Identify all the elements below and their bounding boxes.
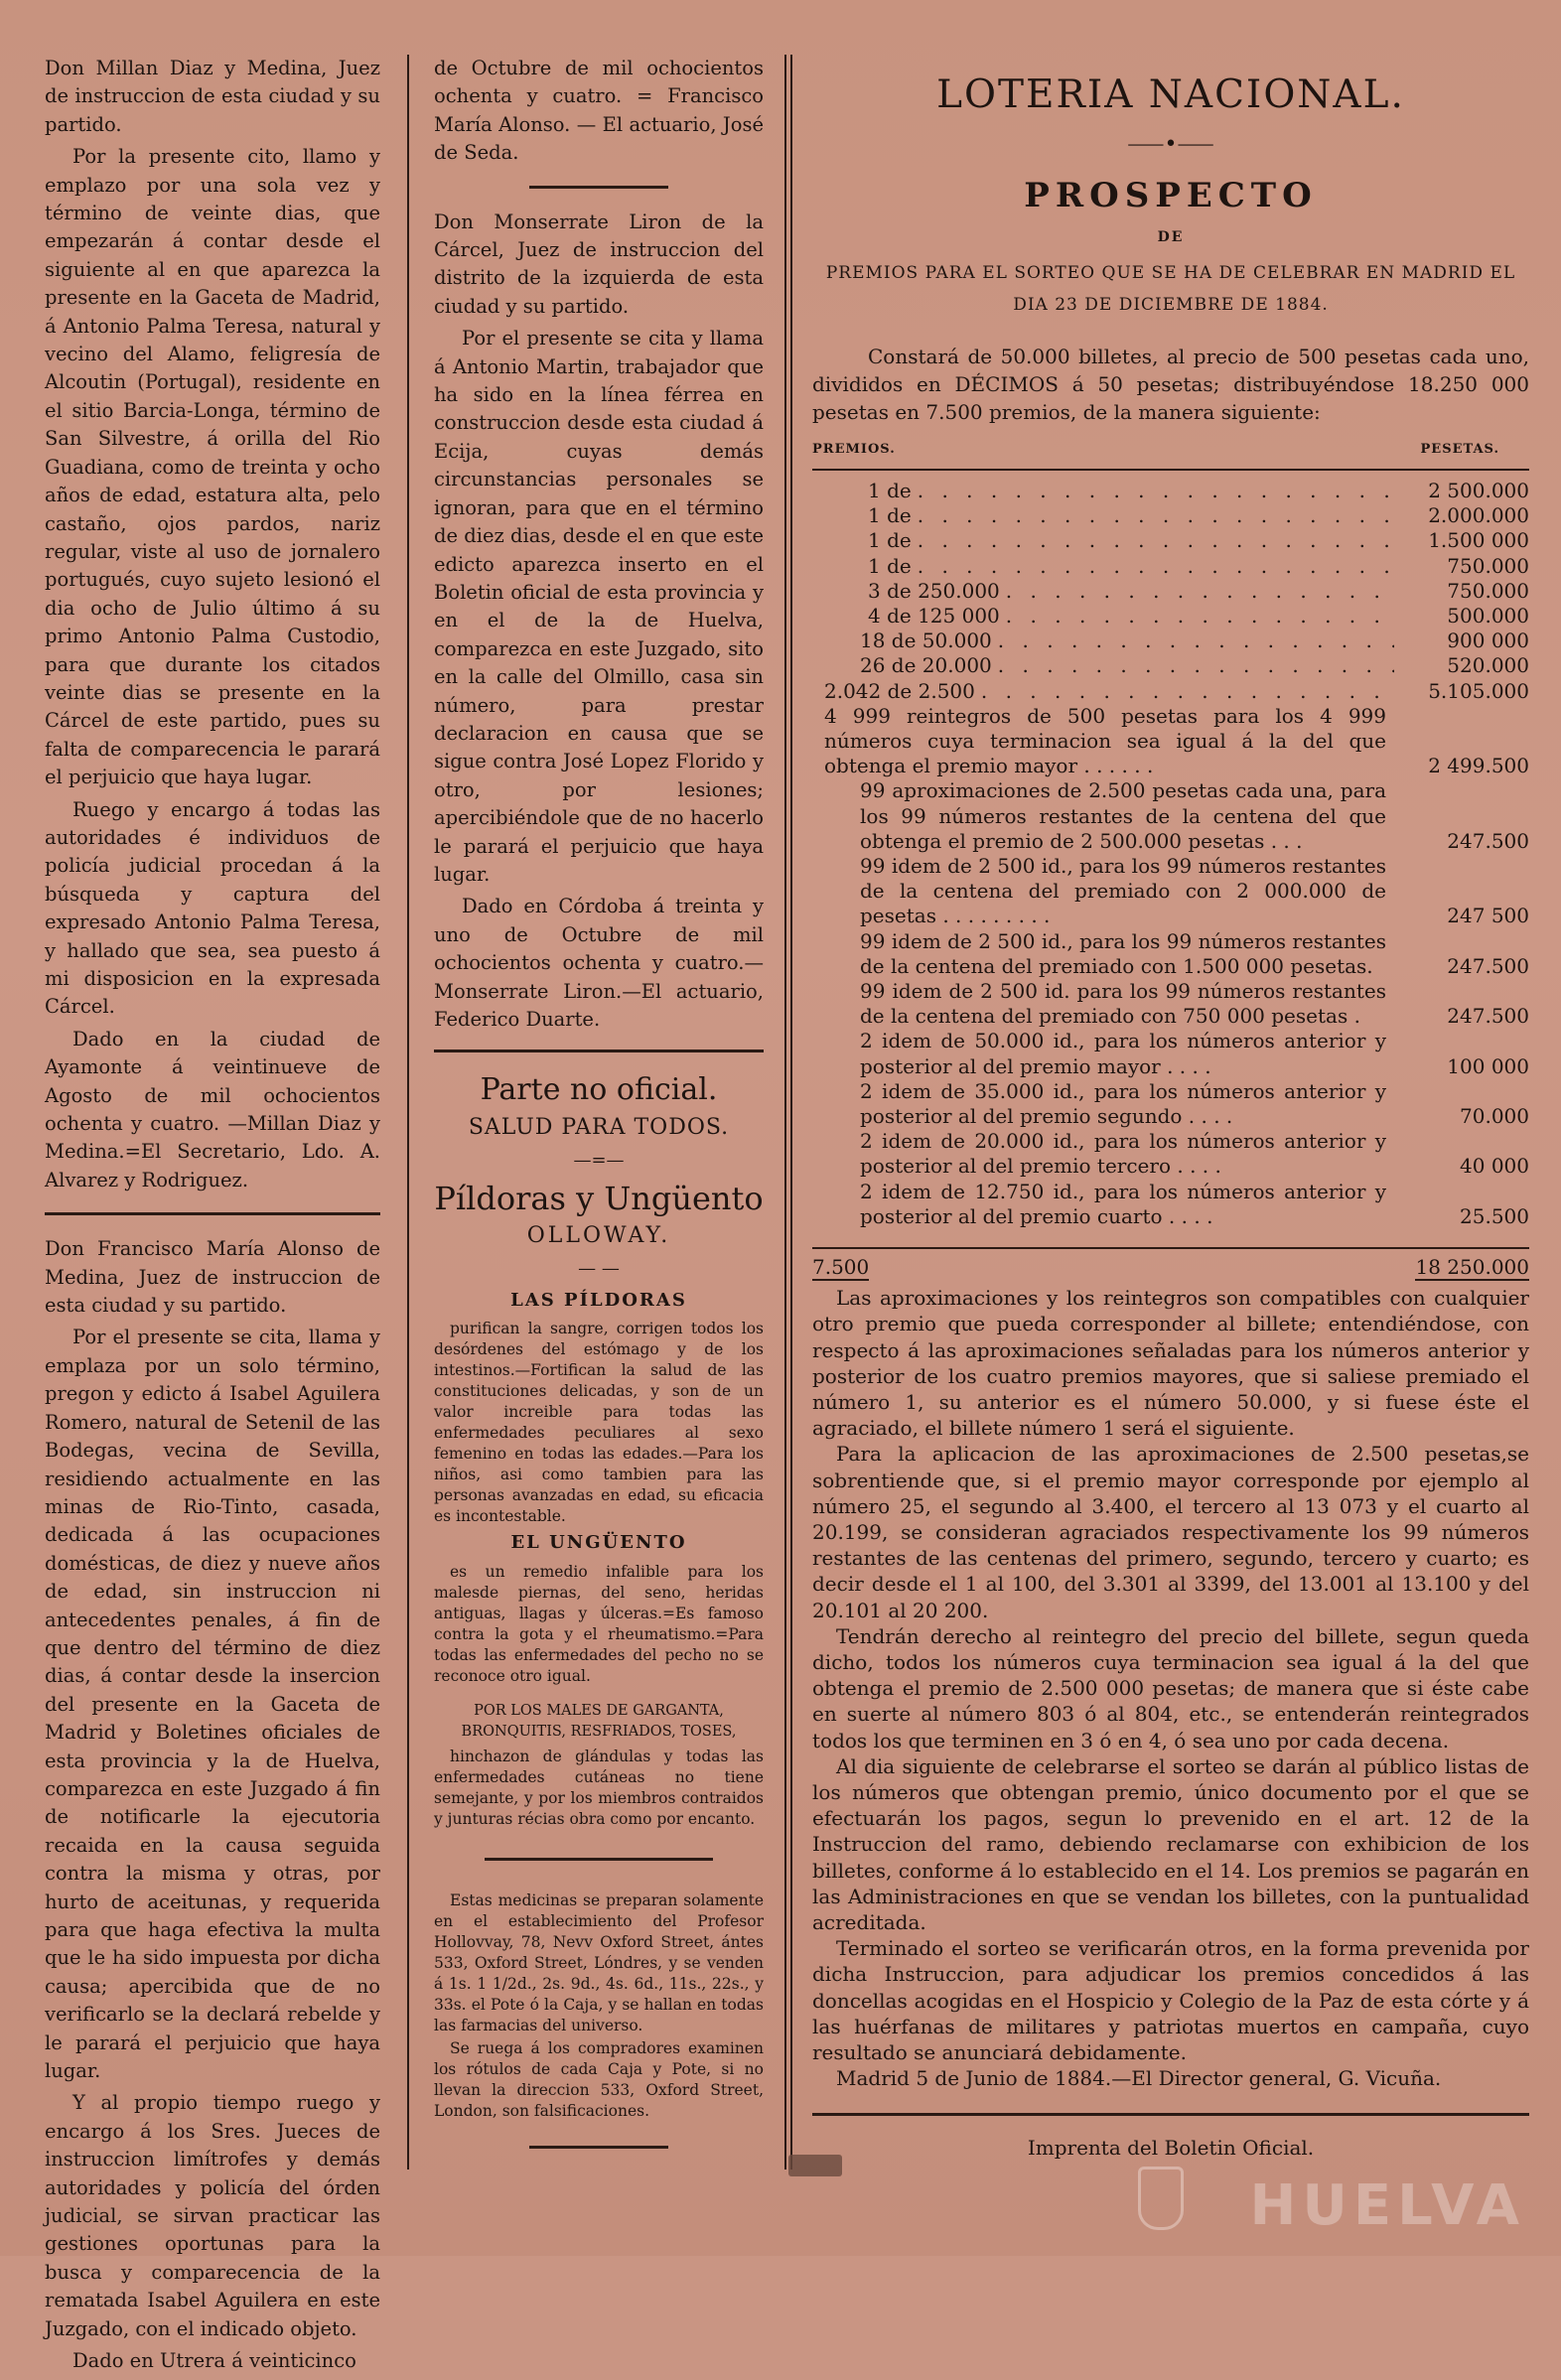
- edict-1-signature: Dado en la ciudad de Ayamonte á veintinueve de Agosto de mil ochocientos ochenta y cuatro. —Millan Diaz y Medina.=El Secretario, Ldo. A. Alvarez y Rodriguez.: [45, 1027, 380, 1191]
- prize-amount: 1.500 000: [1428, 528, 1529, 553]
- prize-table: [812, 479, 1529, 1229]
- separator-rule: [529, 2146, 668, 2149]
- prize-label: 99 idem de 2 500 id., para los 99 números restantes de la centena del premiado con 2 000.000 de pesetas . . . . . . . . .: [860, 854, 1386, 928]
- prize-row: [812, 778, 1529, 854]
- edict-3-signature: Dado en Córdoba á treinta y uno de Octubre de mil ochocientos ochenta y cuatro.—Monserrate Liron.—El actuario, Federico Duarte.: [434, 895, 764, 1031]
- prizes-column-header: PREMIOS.: [812, 442, 896, 457]
- prize-amount: 520.000: [1447, 653, 1529, 678]
- edict-1-heading: Don Millan Diaz y Medina, Juez de instruccion de esta ciudad y su partido.: [45, 57, 380, 136]
- prospectus-paragraph: Terminado el sorteo se verificarán otros, en la forma prevenida por dicha Instruccion, para adjudicar los premios concedidos á las doncellas acogidas en el Hospicio y Colegio de la Paz de esta córte y á las huérfanas de militares y patriotas muertos en campaña, cuyo resultado se anunciará debidamente.: [812, 1936, 1529, 2064]
- ad-title: Píldoras y Ungüento: [434, 1180, 764, 1218]
- prospectus-paragraph: Tendrán derecho al reintegro del precio del billete, segun queda dicho, todos los números cuya terminacion sea igual á la del que obtenga el premio de 2.500 000 pesetas; de manera que si éste cabe en suerte al número 803 ó al 804, etc., se entenderán reintegrados todos los que terminen en 3 ó en 4, ó sea uno por cada decena.: [812, 1623, 1529, 1752]
- prize-row: [812, 528, 1529, 553]
- separator-rule: [45, 1212, 380, 1215]
- leader-dots: [1006, 579, 1394, 604]
- stamp-mark: [788, 2155, 842, 2176]
- prize-label: 3 de 250.000: [868, 578, 1000, 603]
- prize-row: [812, 653, 1529, 678]
- prize-label: 1 de: [868, 503, 912, 528]
- leader-dots: [918, 503, 1394, 528]
- leader-dots: [981, 679, 1394, 704]
- prospectus-de: DE: [1157, 229, 1185, 245]
- prize-label: 1 de: [868, 479, 912, 502]
- prize-row: [812, 554, 1529, 579]
- prize-label: 2 idem de 20.000 id., para los números anterior y posterior al del premio tercero . . . .: [860, 1129, 1386, 1179]
- prospectus-body: [812, 1285, 1529, 2091]
- prize-row: [812, 854, 1529, 929]
- prize-amount: 247.500: [1447, 953, 1529, 978]
- ad-pills-body: [434, 1319, 764, 1527]
- leader-dots: [998, 653, 1394, 678]
- edict-1-body: Por la presente cito, llamo y emplazo por una sola vez y término de veinte dias, que empezarán á contar desde el siguiente al en que aparezca la presente en la Gaceta de Madrid, á Antonio Palma Teresa, natural y vecino del Alamo, feligresía de Alcoutin (Portugal), residente en el sitio Barcia-Longa, término de San Silvestre, á orilla del Rio Guadiana, como de treinta y ocho años de edad, estatura alta, pelo castaño, ojos pardos, nariz regular, viste al uso de jornalero portugués, cuyo sujeto lesionó el dia ocho de Julio último á su primo Antonio Palma Custodio, para que durante los citados veinte dias se presente en la Cárcel de este partido, pues su falta de comparecencia le parará el perjuicio que haya lugar.: [45, 145, 380, 789]
- prize-row: [812, 1029, 1529, 1078]
- separator-rule: [485, 1858, 713, 1861]
- prize-row: [812, 1079, 1529, 1129]
- prize-amount: 2.000.000: [1428, 503, 1529, 528]
- ad-ailments-body: [434, 1747, 764, 1830]
- pesetas-column-header: PESETAS.: [1420, 442, 1499, 457]
- prize-amount: 247.500: [1447, 1004, 1529, 1029]
- prize-label: 99 aproximaciones de 2.500 pesetas cada una, para los 99 números restantes de la centena del que obtenga el premio de 2 500.000 pesetas . . .: [860, 778, 1386, 853]
- prospectus-subtitle: PREMIOS PARA EL SORTEO QUE SE HA DE CELEBRAR EN MADRID EL DIA 23 DE DICIEMBRE DE 1884.: [825, 263, 1516, 315]
- prize-row: [812, 503, 1529, 528]
- edict-1-request: Ruego y encargo á todas las autoridades é individuos de policía judicial procedan á la búsqueda y captura del expresado Antonio Palma Teresa, y hallado que sea, sea puesto á mi disposicion en la expresada Cárcel.: [45, 797, 380, 1019]
- column-divider: [790, 55, 792, 2170]
- separator-rule: [529, 186, 668, 189]
- column-divider: [784, 55, 786, 2170]
- total-amount: 18 250.000: [1415, 1255, 1529, 1280]
- prize-label: 26 de 20.000: [860, 653, 992, 678]
- prize-label: 2 idem de 12.750 id., para los números anterior y posterior al del premio cuarto . . . .: [860, 1179, 1386, 1228]
- leader-dots: [1006, 604, 1394, 629]
- total-count: 7.500: [812, 1255, 870, 1280]
- prize-label: 1 de: [868, 553, 912, 578]
- prospectus-intro: Constará de 50.000 billetes, al precio de 500 pesetas cada uno, divididos en DÉCIMOS á 50 pesetas; distribuyéndose 18.250 000 pesetas en 7.500 premios, de la manera siguiente:: [812, 345, 1529, 424]
- prize-row: [812, 479, 1529, 503]
- ad-tagline: SALUD PARA TODOS.: [468, 1115, 730, 1141]
- archive-seal: [1138, 2167, 1184, 2230]
- ornament-dashes: — —: [578, 1257, 620, 1279]
- prospectus-paragraph: Al dia siguiente de celebrarse el sorteo se darán al público listas de los números que obtengan premio, único documento por el que se efectuarán los pagos, segun lo prevenido en el art. 12 de la Instruccion del ramo, debiendo reclamarse con exhibicion de los billetes, conforme á lo establecido en el 14. Los premios se pagarán en las Administraciones en que se vendan los billetes, con la puntualidad acreditada.: [812, 1753, 1529, 1934]
- prize-amount: 750.000: [1447, 578, 1529, 603]
- column-middle: [434, 55, 764, 2149]
- prize-label: 18 de 50.000: [860, 629, 992, 653]
- prize-amount: 2 500.000: [1428, 479, 1529, 502]
- archive-watermark: HUELVA: [1249, 2173, 1525, 2238]
- prize-amount: 70.000: [1460, 1104, 1529, 1129]
- prize-row: [812, 579, 1529, 604]
- prize-row: [812, 629, 1529, 653]
- prize-amount: 100 000: [1447, 1053, 1529, 1078]
- printer-imprint: Imprenta del Boletin Oficial.: [1027, 2136, 1315, 2161]
- prize-amount: 25.500: [1460, 1203, 1529, 1228]
- edict-2-dated: Dado en Utrera á veinticinco: [72, 2349, 356, 2373]
- prize-row: [812, 679, 1529, 704]
- prize-row: [812, 704, 1529, 779]
- column-divider: [407, 55, 409, 2170]
- separator-rule: [434, 1050, 764, 1052]
- prize-amount: 40 000: [1460, 1154, 1529, 1179]
- prize-amount: 750.000: [1447, 553, 1529, 578]
- prize-amount: 247.500: [1447, 828, 1529, 853]
- ad-ointment-heading: EL UNGÜENTO: [510, 1532, 687, 1554]
- ad-pills-heading: LAS PÍLDORAS: [510, 1290, 687, 1312]
- prospectus-signature: Madrid 5 de Junio de 1884.—El Director general, G. Vicuña.: [836, 2066, 1442, 2091]
- leader-dots: [998, 629, 1394, 653]
- prize-amount: 5.105.000: [1428, 678, 1529, 703]
- ad-footer-prepared: Estas medicinas se preparan solamente en el establecimiento del Profesor Hollovvay, 78, Nevv Oxford Street, ántes 533, Oxford Street, Lóndres, y se venden á 1s. 1 1/2d., 2s. 9d., 4s. 6d., 11s., 22s., y 33s. el Pote ó la Caja, y se hallan en todas las farmacias del universo.: [434, 1890, 764, 2034]
- prize-label: 99 idem de 2 500 id., para los 99 números restantes de la centena del premiado con 1.500 000 pesetas.: [860, 928, 1386, 978]
- prize-label: 4 de 125 000: [868, 604, 1000, 629]
- prize-row: [812, 604, 1529, 629]
- ad-pills-text: purifican la sangre, corrigen todos los desórdenes del estómago y de los intestinos.—Fortifican la salud de las constituciones delicadas, y son de un valor increible para todas las enfermedades peculiares al sexo femenino en todas las edades.—Para los niños, asi como tambien para las personas avanzadas en edad, su eficacia es incontestable.: [434, 1320, 764, 1526]
- leader-dots: [918, 528, 1394, 553]
- edict-3-body: Por el presente se cita y llama á Antonio Martin, trabajador que ha sido en la línea férrea en construccion desde esta ciudad á Ecija, cuyas demás circunstancias personales se ignoran, para que en el término de diez dias, desde el en que este edicto aparezca inserto en el Boletin oficial de esta provincia y en el de la de Huelva, comparezca en este Juzgado, sito en la calle del Olmillo, casa sin número, para prestar declaracion en causa que se sigue contra José Lopez Florido y otro, por lesiones; apercibiéndole que de no hacerlo le parará el perjuicio que haya lugar.: [434, 327, 764, 886]
- prize-total: [812, 1247, 1529, 1281]
- ad-footer-warning: Se ruega á los compradores examinen los rótulos de cada Caja y Pote, si no llevan la direccion 533, Oxford Street, London, son falsificaciones.: [434, 2038, 764, 2120]
- prospectus-paragraph: Las aproximaciones y los reintegros son compatibles con cualquier otro premio que pueda corresponder al billete; entendiéndose, con respecto á las aproximaciones señaladas para los números anterior y posterior de los cuatro premios mayores, que si saliese premiado el número 1, su anterior es el número 50.000, y si fuese éste el agraciado, el billete número 1 será el siguiente.: [812, 1286, 1529, 1441]
- column-left: [45, 55, 380, 2380]
- ornament: ⸺•⸺: [1127, 132, 1214, 157]
- ad-ointment-body: [434, 1562, 764, 1687]
- prize-amount: 500.000: [1447, 604, 1529, 629]
- edict-2-signature: de Octubre de mil ochocientos ochenta y cuatro. = Francisco María Alonso. — El actuario, José de Seda.: [434, 57, 764, 165]
- ad-footer: [434, 1890, 764, 2122]
- ad-ailments-heading: POR LOS MALES DE GARGANTA, BRONQUITIS, RESFRIADOS, TOSES,: [461, 1702, 737, 1740]
- prize-amount: 247 500: [1447, 904, 1529, 928]
- leader-dots: [918, 554, 1394, 579]
- prospectus-paragraph: Para la aplicacion de las aproximaciones de 2.500 pesetas,se sobrentiende que, si el premio mayor corresponde por ejemplo al número 25, el segundo al 3.400, el tercero al 13 073 y el cuarto al 20.199, se consideran agraciados respectivamente los 99 números restantes de las centenas del primero, segundo, tercero y cuarto; es decir desde el 1 al 100, del 3.301 al 3399, del 13.001 al 13.100 y del 20.101 al 20 200.: [812, 1442, 1529, 1622]
- ad-ailments-text: hinchazon de glándulas y todas las enfermedades cutáneas no tiene semejante, y por los miembros contraidos y junturas récias obra como por encanto.: [434, 1747, 764, 1828]
- leader-dots: [918, 479, 1394, 503]
- bottom-rule: [812, 2113, 1529, 2116]
- prize-label: 2.042 de 2.500: [824, 678, 975, 703]
- prospectus-title: PROSPECTO: [1024, 176, 1318, 215]
- edict-2-heading: Don Francisco María Alonso de Medina, Juez de instruccion de esta ciudad y su partido.: [45, 1237, 380, 1318]
- prize-row: [812, 1129, 1529, 1179]
- prize-label: 2 idem de 35.000 id., para los números anterior y posterior al del premio segundo . . . .: [860, 1078, 1386, 1129]
- prize-amount: 2 499.500: [1428, 754, 1529, 778]
- prize-label: 2 idem de 50.000 id., para los números anterior y posterior al del premio mayor . . . .: [860, 1029, 1386, 1078]
- prize-row: [812, 979, 1529, 1029]
- edict-3-heading: Don Monserrate Liron de la Cárcel, Juez de instruccion del distrito de la izquierda de esta ciudad y su partido.: [434, 210, 764, 318]
- prize-label: 4 999 reintegros de 500 pesetas para los 4 999 números cuya terminacion sea igual á la del que obtenga el premio mayor . . . . . .: [824, 703, 1386, 778]
- ad-brand: OLLOWAY.: [526, 1223, 671, 1249]
- edict-2-body: Por el presente se cita, llama y emplaza por un solo término, pregon y edicto á Isabel Aguilera Romero, natural de Setenil de las Bodegas, vecina de Sevilla, residiendo actualmente en las minas de Rio-Tinto, casada, dedicada á las ocupaciones domésticas, de diez y nueve años de edad, sin instruccion ni antecedentes penales, á fin de que dentro del término de diez dias, á contar desde la insercion del presente en la Gaceta de Madrid y Boletines oficiales de esta provincia y la de Huelva, comparezca en este Juzgado á fin de notificarle la ejecutoria recaida en la causa seguida contra la misma y otras, por hurto de aceitunas, y requerida para que haga efectiva la multa que le ha sido impuesta por dicha causa; apercibida que de no verificarlo se la declará rebelde y le parará el perjuicio que haya lugar.: [45, 1326, 380, 2083]
- edict-2-request: Y al propio tiempo ruego y encargo á los Sres. Jueces de instruccion limítrofes y demás autoridades y policía del órden judicial, se sirvan practicar las gestiones oportunas para la busca y comparecencia de la rematada Isabel Aguilera en este Juzgado, con el indicado objeto.: [45, 2091, 380, 2340]
- prize-label: 99 idem de 2 500 id. para los 99 números restantes de la centena del premiado con 750 000 pesetas .: [860, 979, 1386, 1029]
- ad-ointment-text: es un remedio infalible para los malesde piernas, del seno, heridas antiguas, llagas y úlceras.=Es famoso contra la gota y el rheumatismo.=Para todas las enfermedades del pecho no se reconoce otro igual.: [434, 1562, 764, 1685]
- column-right: [812, 55, 1529, 2160]
- prize-amount: 900 000: [1447, 629, 1529, 653]
- ornament-dashes: —=—: [573, 1149, 625, 1171]
- prize-table-header: [812, 442, 1529, 457]
- table-rule: [812, 469, 1529, 471]
- prize-label: 1 de: [868, 528, 912, 553]
- prize-row: [812, 1180, 1529, 1229]
- lottery-title: LOTERIA NACIONAL.: [936, 72, 1405, 117]
- prize-row: [812, 929, 1529, 979]
- section-heading: Parte no oficial.: [480, 1072, 718, 1108]
